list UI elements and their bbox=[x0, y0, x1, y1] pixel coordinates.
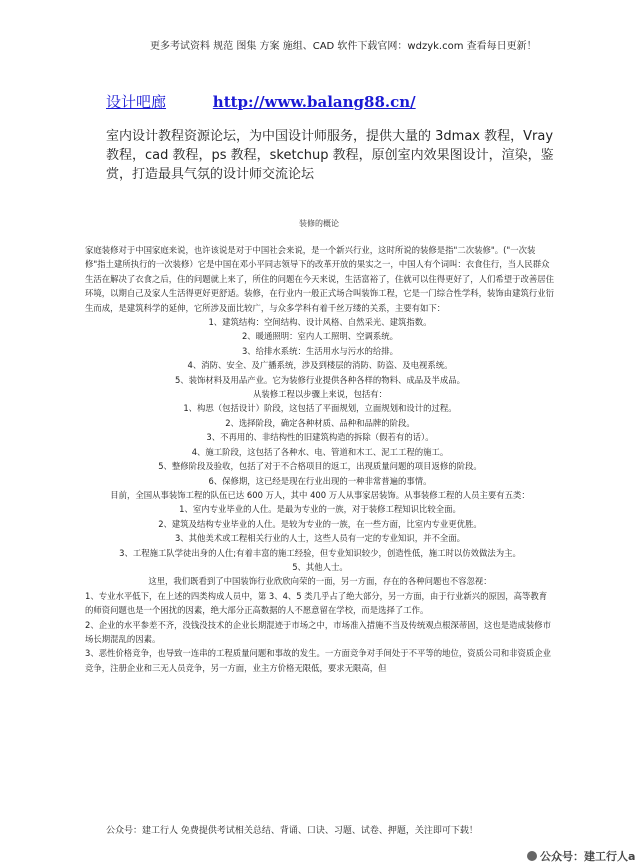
document-title: 装修的概论 bbox=[299, 219, 339, 228]
body-paragraph: 3、给排水系统：生活用水与污水的给排。 bbox=[241, 345, 399, 356]
body-paragraph: 5、整修阶段及验收，包括了对于不合格项目的返工，出现质量问题的项目返修的阶段。 bbox=[158, 461, 482, 472]
body-paragraph: 1、建筑结构：空间结构、设计风格、自然采光、建筑指数。 bbox=[208, 317, 432, 328]
site-intro: 室内设计教程资源论坛，为中国设计师服务，提供大量的 3dmax 教程，Vray 教程，cad 教程，ps 教程，sketchup 教程，原创室内效果图设计，渲染，鉴赏，打造最具气氛的设计师交流论坛 bbox=[106, 129, 554, 182]
body-paragraph: 2、选择阶段，确定各种材质、品种和品牌的阶段。 bbox=[225, 417, 415, 428]
body-paragraph: 1、构思（包括设计）阶段，这包括了平面规划，立面规划和设计的过程。 bbox=[183, 403, 457, 414]
site-header bbox=[106, 91, 416, 112]
body-paragraph: 3、恶性价格竞争，也导致一连串的工程质量问题和事故的发生。一方面竞争对手间处于不平等的地位，资质公司和非资质企业竞争，注册企业和三无人员竞争，另一方面，业主方价格无限低，要求无限高，但 bbox=[85, 648, 551, 673]
body-paragraph: 6、保修期，这已经是现在行业出现的一种非常普遍的事情。 bbox=[208, 475, 432, 486]
body-paragraph: 3、不再用的、非结构性的旧建筑构造的拆除（假若有的话）。 bbox=[206, 432, 434, 443]
body-paragraph: 2、暖通照明：室内人工照明、空调系统。 bbox=[241, 331, 399, 342]
watermark bbox=[527, 848, 635, 864]
body-paragraph: 2、建筑及结构专业毕业的人仕。是较为专业的一族，在一些方面，比室内专业更优胜。 bbox=[158, 518, 482, 529]
top-note: 更多考试资料 规范 图集 方案 施组、CAD 软件下载官网：wdzyk.com 查看每日更新！ bbox=[150, 41, 537, 52]
body-paragraph: 4、消防、安全、及广播系统，涉及到楼层的消防、防盗、及电视系统。 bbox=[187, 360, 453, 371]
body-paragraph: 目前，全国从事装饰工程的队伍已达 600 万人，其中 400 万人从事家居装饰。从事装修工程的人员主要有五类： bbox=[110, 489, 530, 500]
watermark-text: 公众号：建工行人a bbox=[540, 850, 636, 863]
body-paragraph: 4、施工阶段，这包括了各种水、电、管道和木工、泥工工程的施工。 bbox=[191, 446, 449, 457]
site-url-link[interactable]: http://www.balang88.cn/ bbox=[212, 93, 416, 111]
site-name-link[interactable]: 设计吧廊 bbox=[106, 93, 167, 111]
body-paragraph: 5、其他人士。 bbox=[292, 561, 348, 572]
body-paragraph: 5、装饰材料及用品产业。它为装修行业提供各种各样的物料、成品及半成品。 bbox=[174, 374, 466, 385]
body-paragraph: 这里，我们既看到了中国装饰行业欣欣向荣的一面，另一方面，存在的各种问题也不容忽视： bbox=[148, 576, 492, 587]
footer-note: 公众号：建工行人 免费提供考试相关总结、背诵、口诀、习题、试卷、押题，关注即可下载！ bbox=[106, 826, 478, 836]
body-paragraph: 3、其他美术或工程相关行业的人士，这些人员有一定的专业知识，并不全面。 bbox=[174, 533, 466, 544]
document-body bbox=[85, 243, 555, 675]
body-paragraph: 1、室内专业毕业的人仕。是最为专业的一族，对于装修工程知识比较全面。 bbox=[179, 504, 461, 515]
wechat-icon bbox=[527, 851, 537, 861]
body-paragraph: 1、专业水平低下，在上述的四类构成人员中，第 3、4、5 类几乎占了绝大部分，另一方面，由于行业新兴的原因，高等教育的师资问题也是一个困扰的因素，绝大部分正高数据的人不愿意留在学校，而是选择了工作。 bbox=[85, 590, 548, 616]
body-paragraph: 3、工程施工队学徒出身的人仕;有着丰富的施工经验，但专业知识较少，创造性低，施工时以仿效做法为主。 bbox=[119, 547, 521, 558]
body-paragraph: 2、企业的水平参差不齐，没钱没技术的企业长期混迹于市场之中，市场准入措施不当及传统观点根深蒂固，这也是造成装修市场长期混乱的因素。 bbox=[85, 619, 551, 644]
body-paragraph: 家庭装修对于中国家庭来说，也许该说是对于中国社会来说，是一个新兴行业，这时所说的装修是指"二次装修"。("一次装修"指土建所执行的一次装修）它是中国在邓小平同志领导下的改革开放的果实之一，中国人有个词叫：衣食住行，当人民群众生活在解决了衣食之后，住的问题就上来了，所住的问题在今天来说，生活富裕了，住就可以住得更好了，人们希望于改善居住环境，以期自己及家人生活得更好更舒适。装修，在行业内一般正式场合叫装饰工程，它是一门综合性学科，装饰由建筑行业衍生而成，是建筑科学的延伸，它所涉及面比较广，与众多学科有着千丝万缕的关系，主要有如下： bbox=[85, 245, 554, 313]
body-paragraph: 从装修工程以步骤上来说，包括有： bbox=[253, 389, 387, 400]
